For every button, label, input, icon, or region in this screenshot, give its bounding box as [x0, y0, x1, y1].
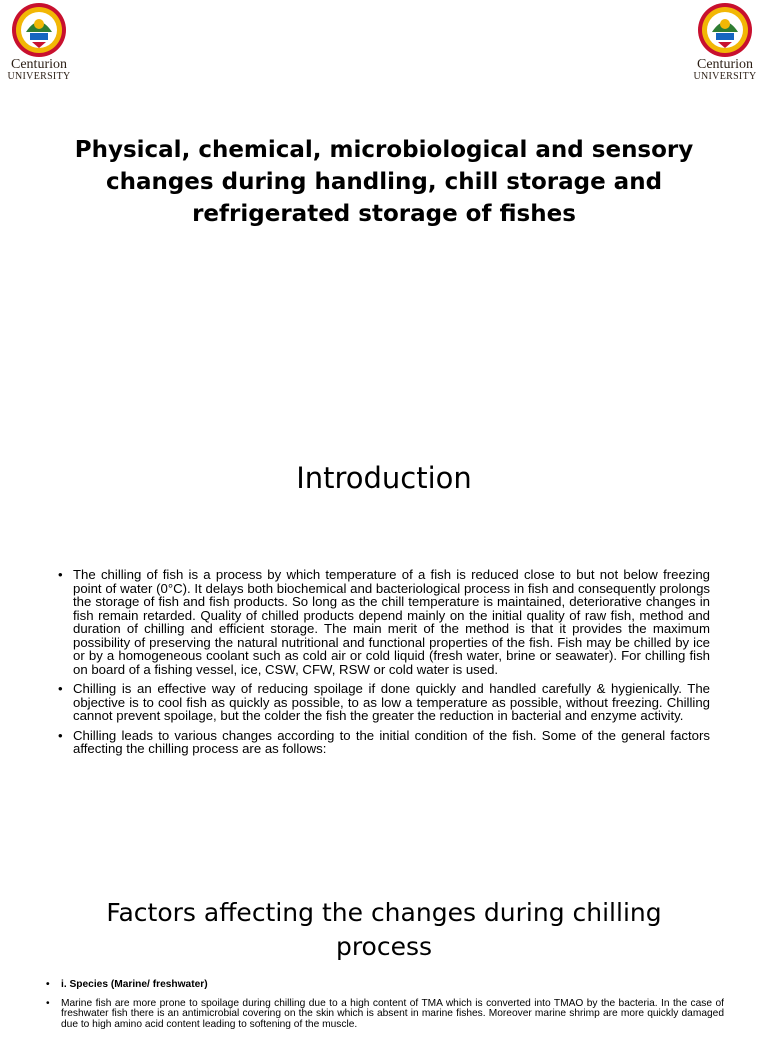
logo-name-line1: Centurion: [697, 57, 753, 72]
introduction-heading: Introduction: [296, 461, 472, 495]
university-emblem-icon: [692, 2, 758, 58]
factors-bullet-list: [44, 980, 724, 1038]
list-item-text: Chilling leads to various changes according to the initial condition of the fish. Some of the general factors affecting the chilling process are as follows:: [73, 727, 710, 756]
university-emblem-icon: [6, 2, 72, 58]
logo-name-line2: UNIVERSITY: [693, 71, 757, 82]
document-title: Physical, chemical, microbiological and sensory changes during handling, chill storage and refrigerated storage of fishes: [74, 137, 694, 227]
logo-name-line2: UNIVERSITY: [7, 71, 71, 82]
bullet-icon: •: [58, 727, 63, 743]
university-logo-right: [689, 2, 761, 84]
list-item: [56, 729, 710, 756]
bullet-icon: •: [46, 979, 50, 990]
list-item-text: Chilling is an effective way of reducing spoilage if done quickly and handled carefully & hygienically. The objective is to cool fish as quickly as possible, to as low a temperature as possible, without freezing. Chilling cannot prevent spoilage, but the colder the fish the greater the reduction in bacterial and enzyme activity.: [73, 681, 710, 723]
introduction-bullet-list: [56, 568, 710, 762]
list-item: [44, 980, 724, 991]
list-item-text: Marine fish are more prone to spoilage during chilling due to a high content of TMA which is converted into TMAO by the bacteria. In the case of freshwater fish there is an antimicrobial covering on the skin which is absent in marine fishes. Moreover marine shrimp are more quickly damaged due to high amino acid content leading to softening of the muscle.: [61, 997, 724, 1030]
list-item: [56, 568, 710, 676]
list-item: [56, 682, 710, 723]
list-item-text: i. Species (Marine/ freshwater): [61, 979, 208, 990]
bullet-icon: •: [46, 997, 50, 1009]
list-item: [44, 999, 724, 1031]
list-item-text: The chilling of fish is a process by which temperature of a fish is reduced close to but not below freezing point of water (0°C). It delays both biochemical and bacteriological process in fish and consequently prolongs the storage of fish and fish products. So long as the chill temperature is maintained, deteriorative changes in fish remain retarded. Quality of chilled products depend mainly on the initial quality of raw fish, method and duration of chilling and efficient storage. The main merit of the method is that it provides the maximum possibility of preserving the natural nutritional and functional properties of the fish. Fish may be chilled by ice or by a homogeneous coolant such as cold air or cold liquid (fresh water, brine or seawater). For chilling fish on board of a fishing vessel, ice, CSW, CFW, RSW or cold water is used.: [73, 567, 710, 677]
logo-name-line1: Centurion: [11, 57, 67, 72]
bullet-icon: •: [58, 681, 63, 696]
university-logo-left: [3, 2, 75, 84]
factors-heading: Factors affecting the changes during chilling process: [106, 898, 662, 961]
bullet-icon: •: [58, 567, 63, 582]
